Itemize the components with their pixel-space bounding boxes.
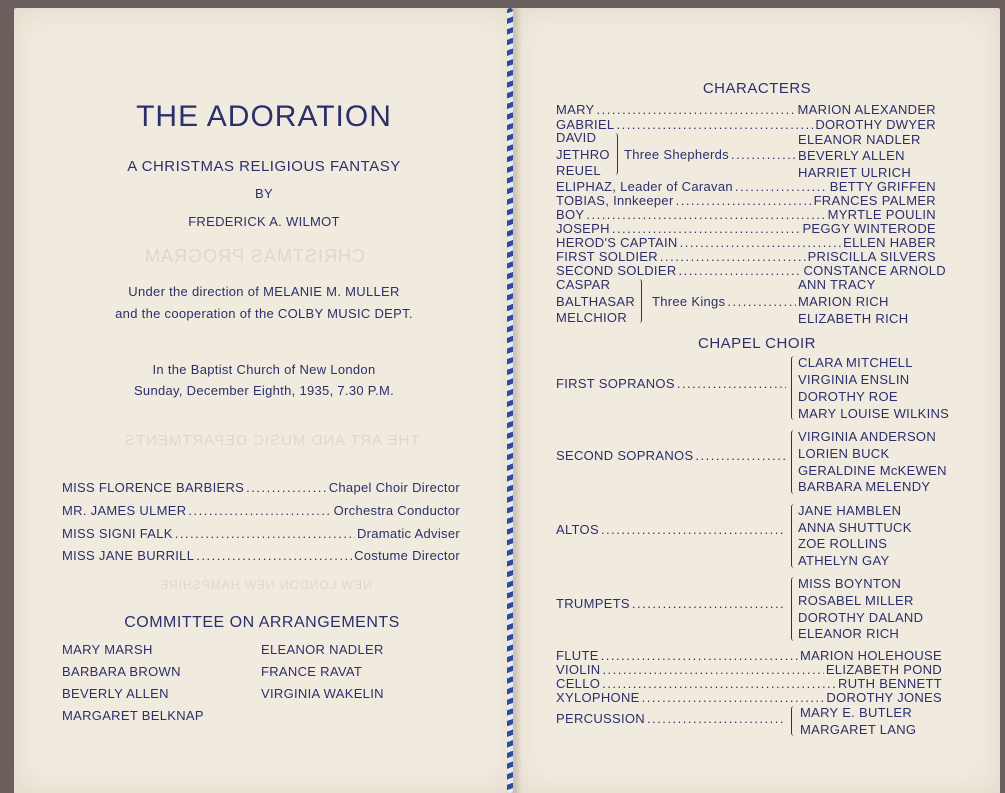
percussion-player: MARY E. BUTLER xyxy=(800,705,913,720)
character-role: JOSEPH xyxy=(556,221,610,236)
left-page xyxy=(14,8,514,793)
choir-member: ROSABEL MILLER xyxy=(798,593,914,608)
staff-row xyxy=(62,548,460,563)
character-actor: MARION ALEXANDER xyxy=(797,102,936,117)
committee-heading: COMMITTEE ON ARRANGEMENTS xyxy=(124,614,400,631)
binding-cord xyxy=(507,8,513,793)
staff-name: MISS FLORENCE BARBIERS xyxy=(62,480,245,495)
show-through-text: THE ART AND MUSIC DEPARTMENTS xyxy=(124,432,420,449)
choir-member: ATHELYN GAY xyxy=(798,553,890,568)
staff-row xyxy=(62,480,460,495)
committee-member: MARGARET BELKNAP xyxy=(62,708,204,723)
instrument-player: ELIZABETH POND xyxy=(825,662,942,677)
percussion-row xyxy=(556,711,788,726)
program-title: THE ADORATION xyxy=(136,100,392,133)
instrument-row xyxy=(556,690,942,705)
program-subtitle: A CHRISTMAS RELIGIOUS FANTASY xyxy=(127,158,401,175)
staff-role: Costume Director xyxy=(354,548,460,563)
direction-line-2: and the cooperation of the COLBY MUSIC DEPT. xyxy=(115,306,413,321)
staff-name: MISS SIGNI FALK xyxy=(62,526,173,541)
brace-icon xyxy=(791,430,797,494)
choir-member: DOROTHY ROE xyxy=(798,389,898,404)
character-actor: BEVERLY ALLEN xyxy=(798,148,905,163)
choir-member: VIRGINIA ANDERSON xyxy=(798,429,937,444)
instrument-row xyxy=(556,676,942,691)
choir-member: MARY LOUISE WILKINS xyxy=(798,406,950,421)
choir-member: ANNA SHUTTUCK xyxy=(798,520,912,535)
committee-member: BARBARA BROWN xyxy=(62,664,181,679)
brace-icon xyxy=(636,279,642,323)
instrument-name: PERCUSSION xyxy=(556,711,645,726)
instrument-row xyxy=(556,662,942,677)
choir-member: DOROTHY DALAND xyxy=(798,610,924,625)
character-actor: PEGGY WINTERODE xyxy=(802,221,936,236)
kings-group xyxy=(652,294,798,309)
character-row xyxy=(556,179,936,194)
choir-member: VIRGINIA ENSLIN xyxy=(798,372,910,387)
character-actor: HARRIET ULRICH xyxy=(798,165,912,180)
choir-member: JANE HAMBLEN xyxy=(798,503,902,518)
character-actor: ELLEN HABER xyxy=(843,235,936,250)
instrument-name: VIOLIN xyxy=(556,662,601,677)
character-row xyxy=(556,193,936,208)
character-row xyxy=(556,249,936,264)
character-actor: MARION RICH xyxy=(798,294,889,309)
staff-row xyxy=(62,503,460,518)
choir-member: MISS BOYNTON xyxy=(798,576,902,591)
section-name: ALTOS xyxy=(556,522,599,537)
character-row xyxy=(556,117,936,132)
character-row xyxy=(556,207,936,222)
character-row xyxy=(556,102,936,117)
brace-icon xyxy=(791,577,797,641)
character-role: ELIPHAZ, Leader of Caravan xyxy=(556,179,733,194)
instrument-name: FLUTE xyxy=(556,648,599,663)
committee-member: BEVERLY ALLEN xyxy=(62,686,169,701)
section-name: TRUMPETS xyxy=(556,596,630,611)
character-role: GABRIEL xyxy=(556,117,615,132)
character-role: BOY xyxy=(556,207,585,222)
committee-member: MARY MARSH xyxy=(62,642,153,657)
staff-name: MR. JAMES ULMER xyxy=(62,503,187,518)
percussion-player: MARGARET LANG xyxy=(800,722,917,737)
committee-member: ELEANOR NADLER xyxy=(261,642,384,657)
choir-member: ELEANOR RICH xyxy=(798,626,900,641)
brace-icon xyxy=(791,706,797,736)
brace-icon xyxy=(612,133,618,175)
character-role: DAVID xyxy=(556,130,597,145)
character-role: JETHRO xyxy=(556,147,610,162)
character-actor: ELEANOR NADLER xyxy=(798,132,921,147)
character-actor: PRISCILLA SILVERS xyxy=(807,249,936,264)
character-actor: CONSTANCE ARNOLD xyxy=(803,263,946,278)
committee-member: VIRGINIA WAKELIN xyxy=(261,686,384,701)
author-name: FREDERICK A. WILMOT xyxy=(188,214,340,229)
show-through-text: CHRISTMAS PROGRAM xyxy=(144,246,366,266)
staff-row xyxy=(62,526,460,541)
choir-section xyxy=(556,596,788,611)
character-role: TOBIAS, Innkeeper xyxy=(556,193,674,208)
character-role: BALTHASAR xyxy=(556,294,636,309)
section-name: SECOND SOPRANOS xyxy=(556,448,694,463)
group-label: Three Shepherds xyxy=(624,147,729,162)
choir-section xyxy=(556,448,788,463)
show-through-text: NEW LONDON NEW HAMPSHIRE xyxy=(159,578,372,592)
character-role: SECOND SOLDIER xyxy=(556,263,677,278)
instrument-player: MARION HOLEHOUSE xyxy=(799,648,942,663)
character-row xyxy=(556,221,936,236)
staff-role: Dramatic Adviser xyxy=(356,526,460,541)
committee-member: FRANCE RAVAT xyxy=(261,664,363,679)
character-actor: BETTY GRIFFEN xyxy=(829,179,936,194)
staff-role: Orchestra Conductor xyxy=(333,503,460,518)
shepherds-group xyxy=(624,147,799,162)
character-actor: ANN TRACY xyxy=(798,277,876,292)
staff-name: MISS JANE BURRILL xyxy=(62,548,195,563)
character-role: FIRST SOLDIER xyxy=(556,249,658,264)
brace-icon xyxy=(791,356,797,420)
right-page xyxy=(514,8,1000,793)
group-label: Three Kings xyxy=(652,294,726,309)
instrument-player: RUTH BENNETT xyxy=(838,676,942,691)
choir-member: GERALDINE McKEWEN xyxy=(798,463,947,478)
characters-heading: CHARACTERS xyxy=(702,80,812,97)
instrument-row xyxy=(556,648,942,663)
choir-member: BARBARA MELENDY xyxy=(798,479,931,494)
brace-icon xyxy=(791,504,797,568)
character-actor: MYRTLE POULIN xyxy=(827,207,936,222)
by-label: BY xyxy=(255,186,273,201)
character-actor: DOROTHY DWYER xyxy=(815,117,936,132)
character-role: REUEL xyxy=(556,163,601,178)
instrument-name: XYLOPHONE xyxy=(556,690,640,705)
choir-section xyxy=(556,522,788,537)
character-role: MELCHIOR xyxy=(556,310,628,325)
staff-role: Chapel Choir Director xyxy=(328,480,460,495)
choir-member: ZOE ROLLINS xyxy=(798,536,888,551)
choir-heading: CHAPEL CHOIR xyxy=(698,335,816,352)
section-name: FIRST SOPRANOS xyxy=(556,376,675,391)
choir-member: CLARA MITCHELL xyxy=(798,355,913,370)
character-role: MARY xyxy=(556,102,595,117)
instrument-player: DOROTHY JONES xyxy=(826,690,942,705)
character-row xyxy=(556,235,936,250)
character-actor: FRANCES PALMER xyxy=(813,193,936,208)
instrument-name: CELLO xyxy=(556,676,601,691)
character-actor: ELIZABETH RICH xyxy=(798,311,909,326)
direction-line-1: Under the direction of MELANIE M. MULLER xyxy=(128,284,400,299)
character-role: HEROD'S CAPTAIN xyxy=(556,235,678,250)
character-row xyxy=(556,263,946,278)
place-line-1: In the Baptist Church of New London xyxy=(152,362,376,377)
choir-member: LORIEN BUCK xyxy=(798,446,890,461)
choir-section xyxy=(556,376,788,391)
date-line: Sunday, December Eighth, 1935, 7.30 P.M. xyxy=(133,383,395,398)
character-role: CASPAR xyxy=(556,277,611,292)
